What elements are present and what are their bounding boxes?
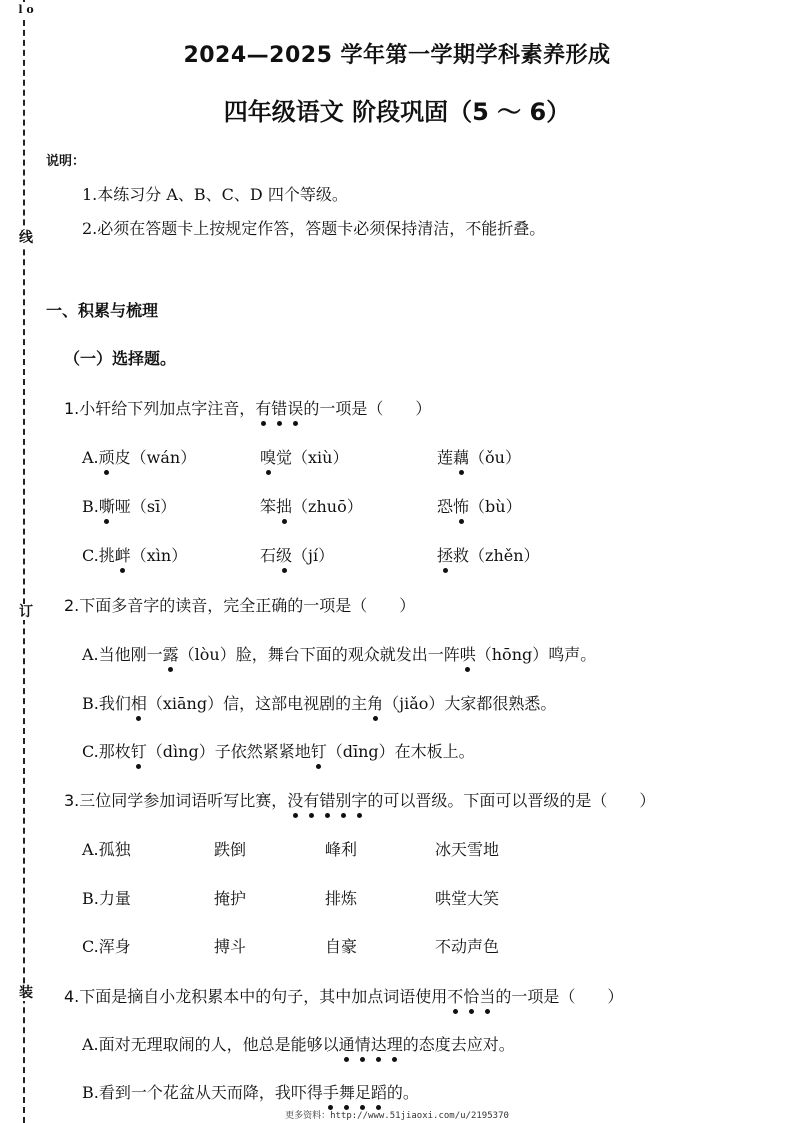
- q3-option-a-word-4: 冰天雪地: [435, 840, 500, 859]
- emphasis-dot-char: 错: [271, 396, 287, 419]
- binding-char-order: 订: [19, 604, 33, 620]
- q1-option-b3: 恐怖（bù）: [437, 494, 522, 517]
- question-4-stem: 4.下面是摘自小龙积累本中的句子，其中加点词语使用不恰当的一项是（ ）: [64, 984, 623, 1007]
- emphasis-dot-char: 不: [447, 984, 463, 1007]
- q2-option-b: B.我们相（xiāng）信，这部电视剧的主角（jiǎo）大家都很熟悉。: [82, 691, 556, 714]
- q3-option-c-word-2: 搏斗: [214, 937, 247, 956]
- emphasis-dot-char: 误: [287, 396, 303, 419]
- q2-option-a: A.当他刚一露（lòu）脸，舞台下面的观众就发出一阵哄（hōng）鸣声。: [82, 642, 596, 665]
- question-3-stem: 3.三位同学参加词语听写比赛，没有错别字的可以晋级。下面可以晋级的是（ ）: [64, 788, 655, 811]
- question-2-stem: 2.下面多音字的读音，完全正确的一项是（ ）: [64, 596, 416, 615]
- q3-option-a-word-1: A.孤独: [82, 840, 131, 859]
- emphasis-dot-char: 达: [371, 1032, 387, 1055]
- emphasis-dot-char: 有: [303, 788, 319, 811]
- page-footer: 更多资料：http://www.51jiaoxi.com/u/2195370: [285, 1111, 509, 1121]
- q3-option-c-word-1: C.浑身: [82, 937, 131, 956]
- emphasis-dot-char: 字: [351, 788, 367, 811]
- emphasis-dot-char: 恰: [463, 984, 479, 1007]
- q3-option-b-word-1: B.力量: [82, 889, 131, 908]
- question-1-stem: 1.小轩给下列加点字注音，有错误的一项是（ ）: [64, 396, 431, 419]
- q1-option-a1: A.顽皮（wán）: [82, 445, 196, 468]
- emphasis-dot-char: 蹈: [371, 1080, 387, 1103]
- q3-option-b-word-2: 掩护: [214, 889, 247, 908]
- q3-option-c-word-3: 自豪: [325, 937, 358, 956]
- q3-option-b-word-4: 哄堂大笑: [435, 889, 500, 908]
- subsection-title: （一）选择题。: [64, 349, 177, 368]
- q2-option-c: C.那枚钉（dìng）子依然紧紧地钉（dīng）在木板上。: [82, 739, 475, 762]
- emphasis-dot-char: 舞: [339, 1080, 355, 1103]
- emphasis-dot-char: 通: [339, 1032, 355, 1055]
- q1-option-a3: 莲藕（ǒu）: [437, 445, 521, 468]
- binding-char-line: 线: [19, 230, 33, 246]
- q3-option-a-word-3: 峰利: [325, 840, 358, 859]
- q1-option-c2: 石级（jí）: [260, 543, 334, 566]
- q3-option-a-word-2: 跌倒: [214, 840, 247, 859]
- q3-option-b-word-3: 排炼: [325, 889, 358, 908]
- emphasis-dot-char: 情: [355, 1032, 371, 1055]
- emphasis-dot-char: 足: [355, 1080, 371, 1103]
- q1-option-a2: 嗅觉（xiù）: [260, 445, 348, 468]
- emphasis-dot-char: 错: [319, 788, 335, 811]
- binding-top-mark: l o: [18, 3, 34, 16]
- section-title: 一、积累与梳理: [46, 301, 159, 320]
- emphasis-dot-char: 当: [479, 984, 495, 1007]
- q4-option-a: A.面对无理取闹的人，他总是能够以通情达理的态度去应对。: [82, 1032, 515, 1055]
- emphasis-dot-char: 别: [335, 788, 351, 811]
- q3-option-c-word-4: 不动声色: [435, 937, 500, 956]
- note-item-1: 1.本练习分 A、B、C、D 四个等级。: [82, 185, 348, 204]
- q4-option-b: B.看到一个花盆从天而降，我吓得手舞足蹈的。: [82, 1080, 419, 1103]
- page-title: 2024—2025 学年第一学期学科素养形成: [183, 43, 611, 68]
- emphasis-dot-char: 手: [323, 1080, 339, 1103]
- binding-line: [20, 0, 32, 1123]
- emphasis-dot-char: 没: [287, 788, 303, 811]
- q1-option-c3: 拯救（zhěn）: [437, 543, 540, 566]
- q1-option-c1: C.挑衅（xìn）: [82, 543, 187, 566]
- emphasis-dot-char: 有: [255, 396, 271, 419]
- dashed-line: [23, 0, 25, 1123]
- q1-option-b2: 笨拙（zhuō）: [260, 494, 363, 517]
- q1-option-b1: B.嘶哑（sī）: [82, 494, 176, 517]
- note-item-2: 2.必须在答题卡上按规定作答，答题卡必须保持清洁，不能折叠。: [82, 219, 546, 238]
- page-subtitle: 四年级语文 阶段巩固（5 ～ 6）: [223, 98, 571, 126]
- emphasis-dot-char: 理: [387, 1032, 403, 1055]
- binding-char-bind: 装: [19, 985, 33, 1001]
- notes-label: 说明：: [46, 154, 86, 169]
